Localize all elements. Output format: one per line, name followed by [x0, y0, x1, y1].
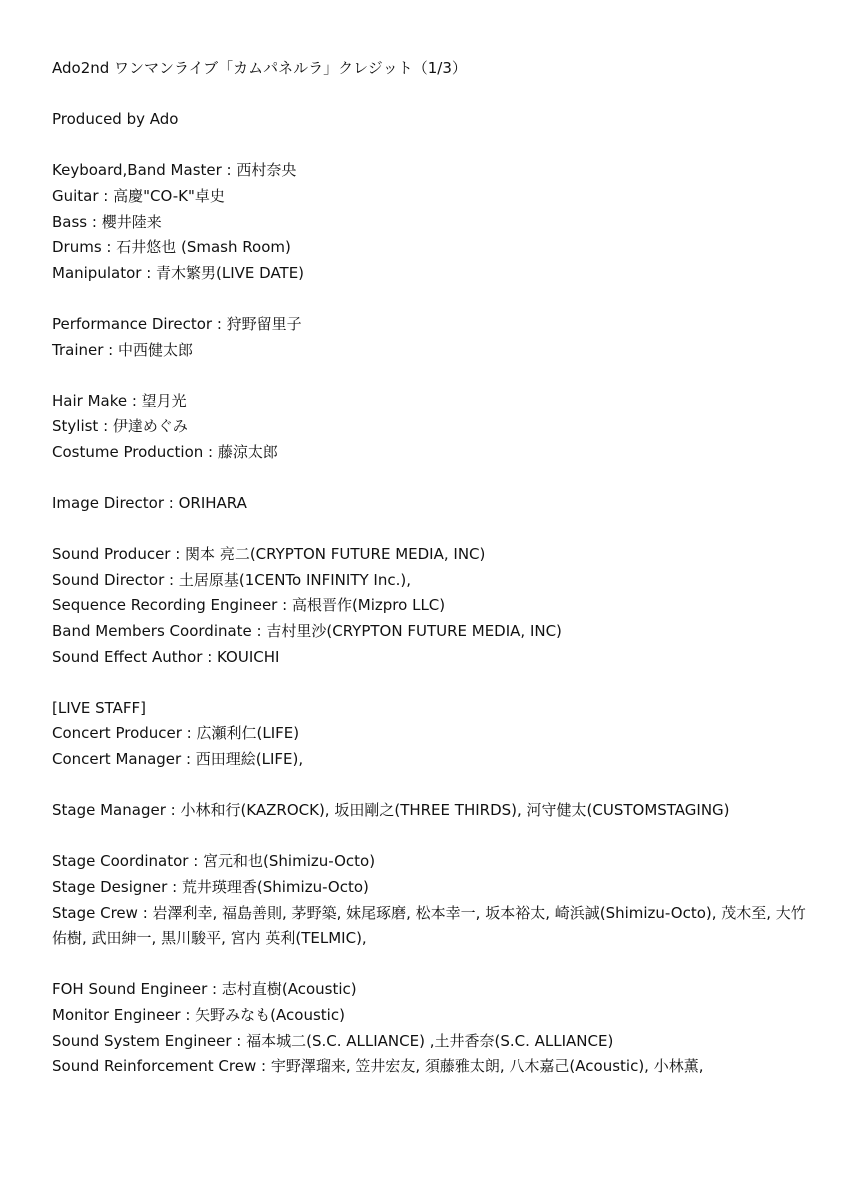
- credit-line: Sound System Engineer : 福本城二(S.C. ALLIANCE) ,土井香奈(S.C. ALLIANCE): [52, 1031, 614, 1050]
- credit-line: Costume Production : 藤涼太郎: [52, 442, 278, 461]
- credit-line: Image Director : ORIHARA: [52, 494, 247, 513]
- credit-line: Bass : 櫻井陸来: [52, 212, 162, 231]
- section-band: [52, 158, 812, 286]
- credits-document: [52, 56, 812, 1080]
- credit-line: Monitor Engineer : 矢野みなも(Acoustic): [52, 1005, 345, 1024]
- credit-line: Stage Coordinator : 宮元和也(Shimizu-Octo): [52, 852, 376, 871]
- spacer: [52, 466, 812, 492]
- spacer: [52, 517, 812, 543]
- credit-line: Sound Effect Author : KOUICHI: [52, 647, 280, 666]
- spacer: [52, 133, 812, 159]
- credit-line: Keyboard,Band Master : 西村奈央: [52, 161, 297, 180]
- credit-line: Concert Producer : 広瀬利仁(LIFE): [52, 724, 300, 743]
- credit-line: Stage Manager : 小林和行(KAZROCK), 坂田剛之(THREE THIRDS), 河守健太(CUSTOMSTAGING): [52, 801, 730, 820]
- credit-line: Sequence Recording Engineer : 高根晋作(Mizpro LLC): [52, 596, 446, 615]
- credit-line: Stage Designer : 荒井瑛理香(Shimizu-Octo): [52, 878, 369, 896]
- credit-line: FOH Sound Engineer : 志村直樹(Acoustic): [52, 980, 357, 999]
- spacer: [52, 773, 812, 799]
- section-performance: [52, 312, 812, 363]
- credit-line: Manipulator : 青木繁男(LIVE DATE): [52, 263, 305, 282]
- produced-by-line: Produced by Ado: [52, 110, 179, 129]
- spacer: [52, 286, 812, 312]
- section-sound-crew: [52, 977, 812, 1079]
- document-title: Ado2nd ワンマンライブ「カムパネルラ」クレジット（1/3）: [52, 59, 467, 77]
- credit-line: Sound Producer : 関本 亮二(CRYPTON FUTURE MEDIA, INC): [52, 545, 486, 564]
- credit-line: Sound Reinforcement Crew : 宇野澤瑠来, 笠井宏友, 須藤雅太朗, 八木嘉己(Acoustic), 小林薫,: [52, 1057, 704, 1076]
- section-sound: [52, 542, 812, 670]
- section-stage: [52, 849, 812, 951]
- spacer: [52, 82, 812, 108]
- credit-line: Drums : 石井悠也 (Smash Room): [52, 238, 291, 257]
- section-image: [52, 491, 812, 517]
- spacer: [52, 363, 812, 389]
- credit-line: Trainer : 中西健太郎: [52, 340, 193, 359]
- credit-line: Stylist : 伊達めぐみ: [52, 417, 188, 436]
- section-stage-manager: [52, 798, 812, 824]
- credit-line: Stage Crew : 岩澤利幸, 福島善則, 茅野築, 妹尾琢磨, 松本幸一, 坂本裕太, 崎浜誠(Shimizu-Octo), 茂木至, 大竹佑樹, 武田紳一, 黒川駿平, 宮内 英利(TELMIC),: [52, 903, 806, 948]
- credit-line: Hair Make : 望月光: [52, 391, 187, 410]
- credit-line: Sound Director : 土居原基(1CENTo INFINITY Inc.),: [52, 570, 411, 589]
- spacer: [52, 952, 812, 978]
- credit-line: Band Members Coordinate : 吉村里沙(CRYPTON FUTURE MEDIA, INC): [52, 622, 562, 641]
- credit-line: Guitar : 高慶"CO-K"卓史: [52, 186, 225, 205]
- section-heading: [LIVE STAFF]: [52, 698, 147, 717]
- credit-line: Performance Director : 狩野留里子: [52, 314, 302, 333]
- spacer: [52, 670, 812, 696]
- credit-line: Concert Manager : 西田理絵(LIFE),: [52, 750, 304, 769]
- spacer: [52, 824, 812, 850]
- section-styling: [52, 389, 812, 466]
- section-live-staff: [52, 696, 812, 773]
